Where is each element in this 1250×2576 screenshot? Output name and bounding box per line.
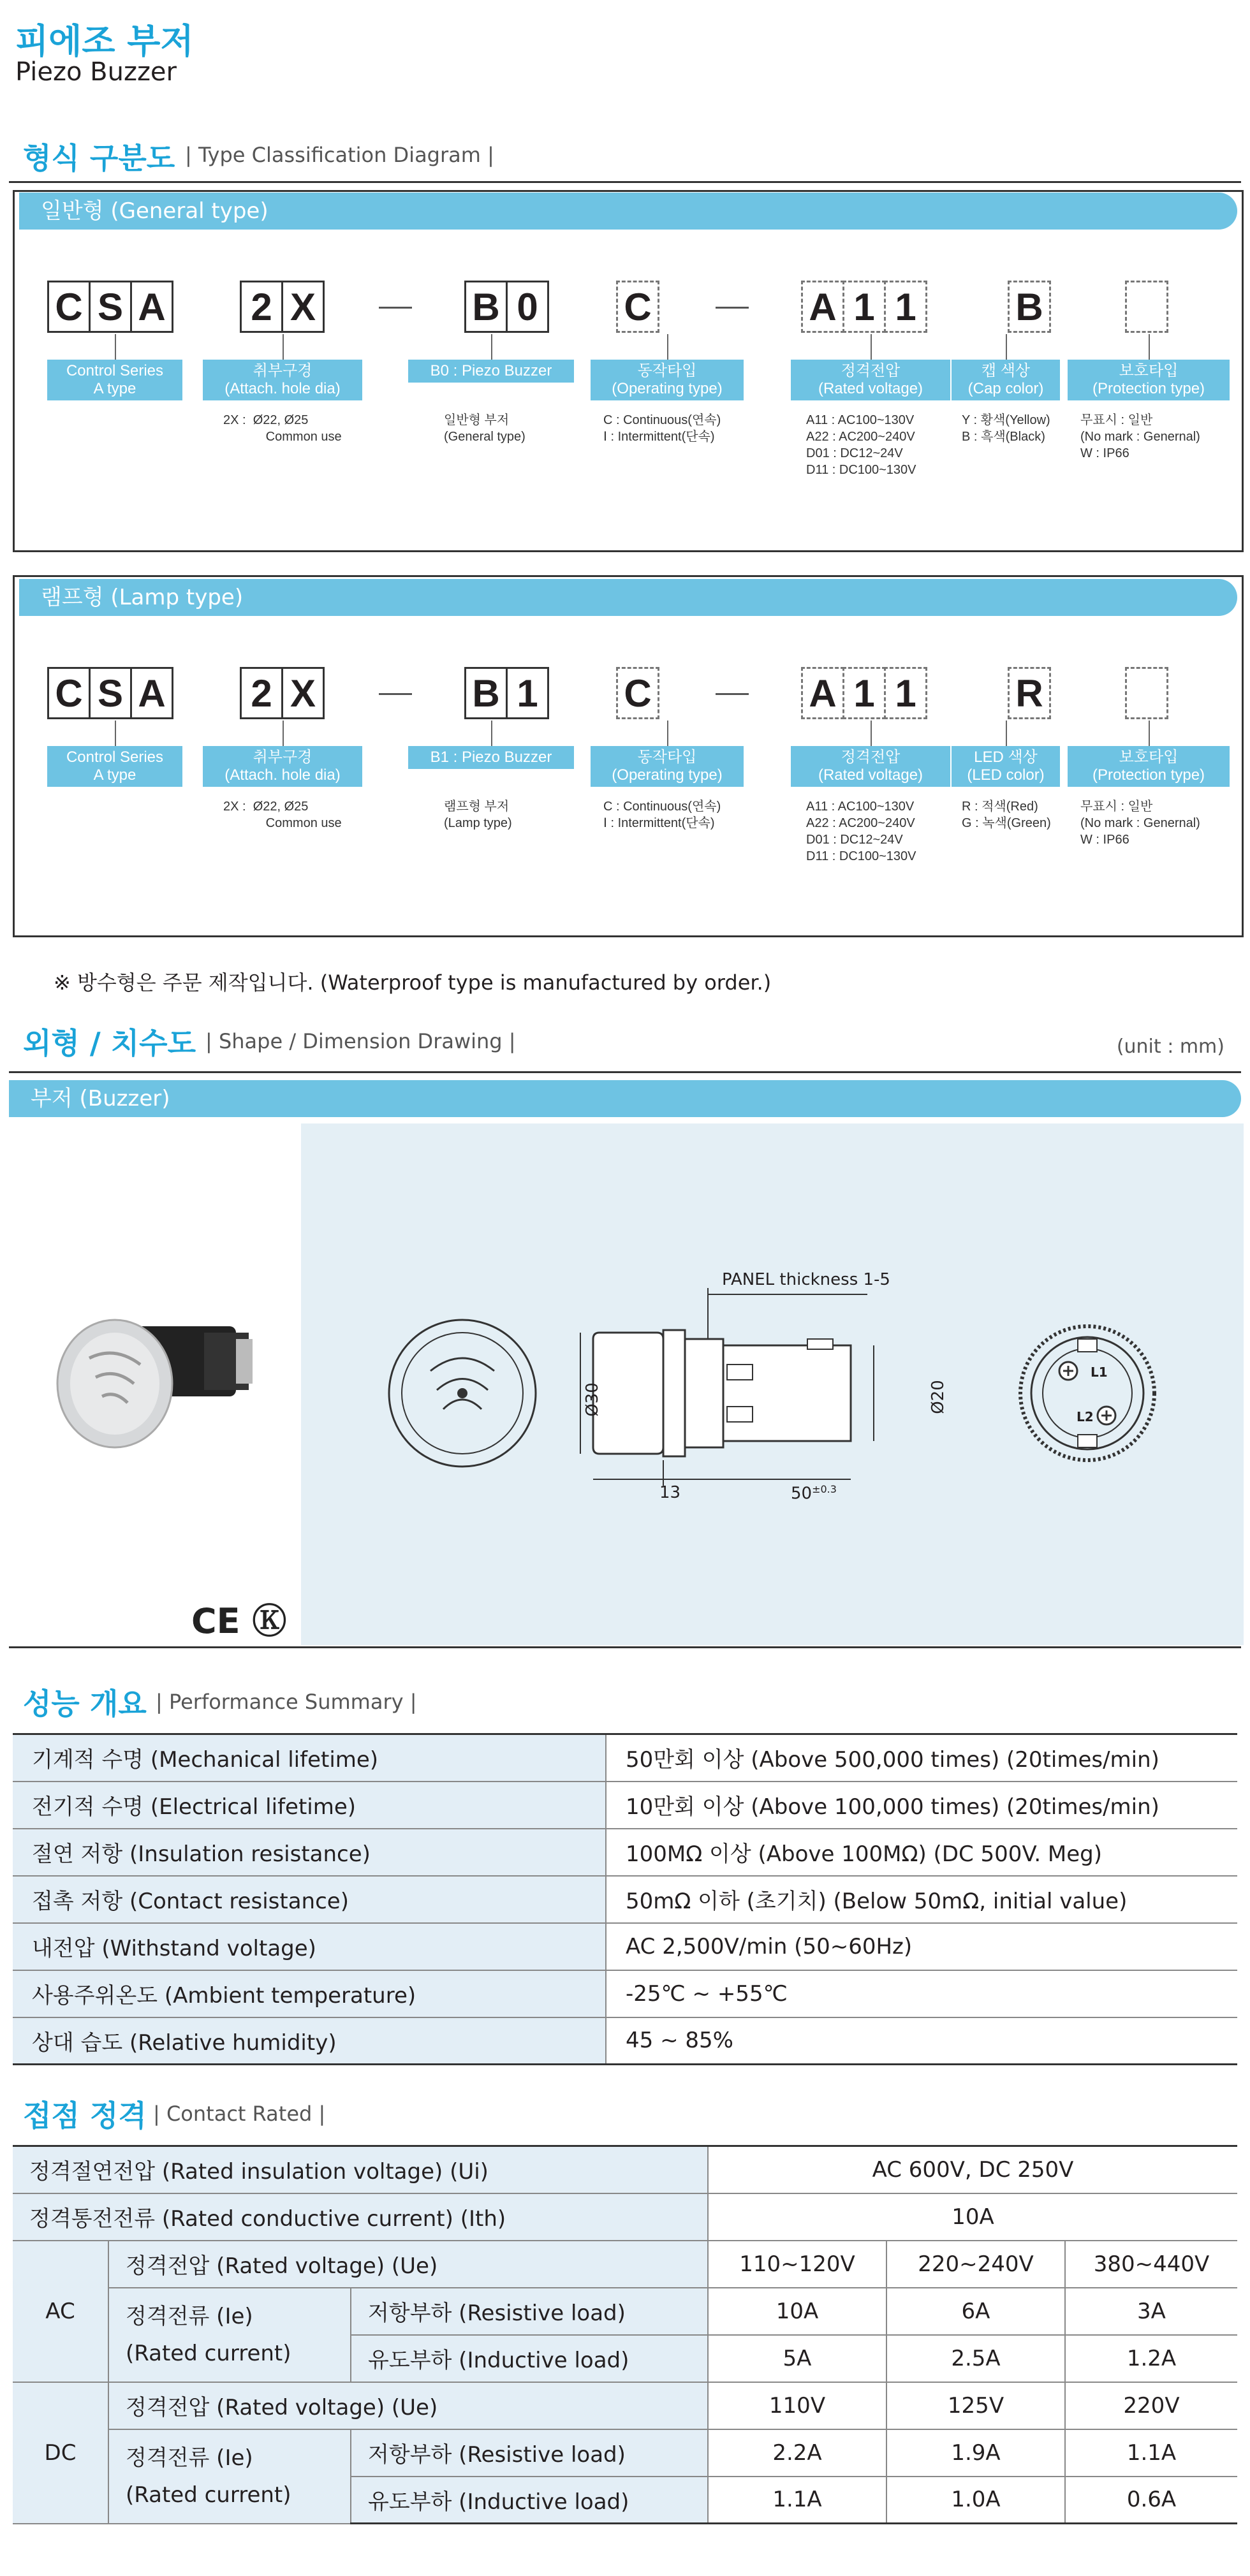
perf-label: 내전압 (Withstand voltage) (13, 1923, 606, 1970)
code-description: 무표시 : 일반 (No mark : Genernal) W : IP66 (1080, 800, 1200, 847)
ith-label: 정격통전전류 (Rated conductive current) (Ith) (13, 2193, 708, 2241)
code-cell-group (1008, 281, 1049, 333)
divider (9, 181, 1241, 183)
ac-ind-1: 5A (708, 2335, 886, 2382)
dc-ind-1: 1.1A (708, 2477, 886, 2524)
table-row (13, 2146, 1237, 2193)
dc-res-2: 1.9A (886, 2429, 1065, 2477)
dc-res-label: 저항부하 (Resistive load) (351, 2429, 708, 2477)
code-cell: R (1008, 667, 1051, 719)
code-label: 보호타입 (Protection type) (1068, 746, 1230, 787)
code-label: 동작타입 (Operating type) (591, 746, 744, 787)
table-row (13, 1734, 1237, 1782)
dc-ind-3: 0.6A (1065, 2477, 1237, 2524)
ui-label: 정격절연전압 (Rated insulation voltage) (Ui) (13, 2146, 708, 2193)
dc-ue-label: 정격전압 (Rated voltage) (Ue) (108, 2382, 708, 2429)
dim-d20: Ø20 (928, 1380, 948, 1414)
side-view-drawing (561, 1269, 957, 1511)
perf-value: AC 2,500V/min (50~60Hz) (606, 1923, 1237, 1970)
ie-label-1: 정격전류 (Ie) (126, 2303, 253, 2329)
ac-ind-3: 1.2A (1065, 2335, 1237, 2382)
performance-table (13, 1733, 1237, 2065)
ac-res-1: 10A (708, 2288, 886, 2335)
code-cell: X (281, 281, 325, 333)
table-row (13, 1829, 1237, 1876)
divider (9, 1071, 1241, 1073)
code-description: 2X : Ø22, Ø25 Common use (223, 413, 342, 444)
code-cell: 1 (884, 281, 927, 333)
table-row (13, 1923, 1237, 1970)
ui-value: AC 600V, DC 250V (708, 2146, 1237, 2193)
perf-value: 50만회 이상 (Above 500,000 times) (20times/min) (606, 1734, 1237, 1782)
rear-view-drawing (1014, 1320, 1161, 1467)
perf-value: 100MΩ 이상 (Above 100MΩ) (DC 500V. Meg) (606, 1829, 1237, 1876)
dim-50 (791, 1483, 837, 1504)
contact-table (13, 2145, 1237, 2524)
code-cell-group (616, 667, 658, 719)
code-description: 램프형 부저 (Lamp type) (444, 800, 512, 830)
dc-label: DC (13, 2382, 108, 2524)
dim-50-tolerance: ±0.3 (812, 1483, 837, 1495)
code-cell-group (240, 281, 323, 333)
connector-line (491, 721, 492, 746)
code-cell: A (801, 667, 844, 719)
code-cell: 1 (842, 667, 886, 719)
certification-marks: CE Ⓚ (191, 1601, 287, 1641)
table-row (13, 2017, 1237, 2065)
table-row (13, 2382, 1237, 2429)
contact-title: 접점 정격 (23, 2098, 147, 2133)
code-cell: S (89, 667, 132, 719)
code-label: 보호타입 (Protection type) (1068, 360, 1230, 400)
code-cell: S (89, 281, 132, 333)
code-cell: C (616, 667, 659, 719)
code-cell-group (801, 281, 925, 333)
perf-label: 접촉 저항 (Contact resistance) (13, 1876, 606, 1923)
terminal-l2: L2 (1077, 1409, 1094, 1424)
ac-ue-2: 220~240V (886, 2241, 1065, 2288)
separator-dash (716, 693, 749, 695)
code-cell: C (47, 667, 91, 719)
code-description: C : Continuous(연속) Ⅰ : Intermittent(단속) (603, 413, 721, 444)
shape-section-title: 외형 / 치수도 (23, 1026, 196, 1060)
code-label: 캡 색상 (Cap color) (952, 360, 1060, 400)
perf-label: 전기적 수명 (Electrical lifetime) (13, 1782, 606, 1829)
connector-line (667, 721, 668, 746)
connector-line (491, 334, 492, 360)
page-title: 피에조 부저 (15, 21, 194, 61)
perf-label: 상대 습도 (Relative humidity) (13, 2017, 606, 2065)
divider (9, 1646, 1241, 1648)
table-row (13, 2193, 1237, 2241)
code-cell-group (464, 281, 547, 333)
connector-line (1149, 334, 1150, 360)
code-label: 정격전압 (Rated voltage) (791, 360, 950, 400)
code-cell: 2 (240, 667, 283, 719)
ac-res-label: 저항부하 (Resistive load) (351, 2288, 708, 2335)
dc-ue-2: 125V (886, 2382, 1065, 2429)
ac-ie-label (108, 2288, 351, 2382)
code-description: C : Continuous(연속) Ⅰ : Intermittent(단속) (603, 800, 721, 830)
code-cell: 1 (884, 667, 927, 719)
separator-dash (716, 307, 749, 309)
connector-line (1149, 721, 1150, 746)
table-row (13, 2288, 1237, 2335)
ac-res-3: 3A (1065, 2288, 1237, 2335)
dc-res-1: 2.2A (708, 2429, 886, 2477)
code-cell: B (464, 667, 508, 719)
type-section-title: 형식 구분도 (23, 141, 175, 175)
code-description: 일반형 부저 (General type) (444, 413, 526, 444)
dc-ind-2: 1.0A (886, 2477, 1065, 2524)
ac-label: AC (13, 2241, 108, 2382)
code-cell-group (47, 281, 172, 333)
buzzer-bar: 부저 (Buzzer) (9, 1080, 1241, 1117)
ac-ue-label: 정격전압 (Rated voltage) (Ue) (108, 2241, 708, 2288)
ac-res-2: 6A (886, 2288, 1065, 2335)
code-cell-group (1125, 281, 1166, 333)
code-label: 취부구경 (Attach. hole dia) (203, 360, 362, 400)
perf-label: 기계적 수명 (Mechanical lifetime) (13, 1734, 606, 1782)
code-cell: B (464, 281, 508, 333)
connector-line (871, 721, 872, 746)
code-cell: X (281, 667, 325, 719)
perf-label: 절연 저항 (Insulation resistance) (13, 1829, 606, 1876)
contact-subtitle: | Contact Rated | (153, 2102, 326, 2126)
ac-ue-1: 110~120V (708, 2241, 886, 2288)
dim-d30: Ø30 (582, 1382, 602, 1417)
connector-line (667, 334, 668, 360)
dc-ie-label (108, 2429, 351, 2524)
code-description: R : 적색(Red) G : 녹색(Green) (962, 800, 1051, 830)
code-label: 정격전압 (Rated voltage) (791, 746, 950, 787)
buzzer-photo (45, 1301, 274, 1454)
waterproof-note: ※ 방수형은 주문 제작입니다. (Waterproof type is manufactured by order.) (54, 970, 772, 995)
code-description: A11 : AC100~130V A22 : AC200~240V D01 : DC12~24V D11 : DC100~130V (806, 413, 916, 477)
ie-label-2: (Rated current) (126, 2482, 291, 2508)
code-cell (1125, 281, 1168, 333)
perf-value: -25℃ ~ +55℃ (606, 1970, 1237, 2017)
separator-dash (379, 693, 412, 695)
perf-value: 50mΩ 이하 (초기치) (Below 50mΩ, initial value) (606, 1876, 1237, 1923)
code-label: LED 색상 (LED color) (952, 746, 1060, 787)
connector-line (283, 334, 284, 360)
ie-label-2: (Rated current) (126, 2340, 291, 2366)
code-cell: 0 (506, 281, 549, 333)
front-view-drawing (383, 1314, 542, 1473)
performance-title: 성능 개요 (23, 1687, 147, 1721)
code-description: 2X : Ø22, Ø25 Common use (223, 800, 342, 830)
code-cell: A (130, 281, 173, 333)
code-cell: C (616, 281, 659, 333)
terminal-l1: L1 (1091, 1365, 1108, 1380)
ac-ind-2: 2.5A (886, 2335, 1065, 2382)
perf-label: 사용주위온도 (Ambient temperature) (13, 1970, 606, 2017)
connector-line (1006, 334, 1007, 360)
dim-13: 13 (659, 1483, 681, 1502)
connector-line (871, 334, 872, 360)
code-label: B0 : Piezo Buzzer (408, 360, 574, 383)
code-cell-group (1008, 667, 1049, 719)
lamp-type-bar: 램프형 (Lamp type) (19, 579, 1237, 616)
table-row (13, 1876, 1237, 1923)
connector-line (283, 721, 284, 746)
code-cell-group (801, 667, 925, 719)
connector-line (1006, 721, 1007, 746)
table-row (13, 2429, 1237, 2477)
code-cell (1125, 667, 1168, 719)
ith-value: 10A (708, 2193, 1237, 2241)
code-cell: 1 (842, 281, 886, 333)
performance-subtitle: | Performance Summary | (156, 1690, 417, 1714)
dc-ue-1: 110V (708, 2382, 886, 2429)
code-label: 취부구경 (Attach. hole dia) (203, 746, 362, 787)
code-cell-group (47, 667, 172, 719)
perf-value: 10만회 이상 (Above 100,000 times) (20times/min) (606, 1782, 1237, 1829)
unit-label: (unit : mm) (1116, 1036, 1224, 1058)
perf-value: 45 ~ 85% (606, 2017, 1237, 2065)
code-label: Control Series A type (47, 360, 182, 400)
code-cell-group (616, 281, 658, 333)
connector-line (115, 334, 116, 360)
code-label: 동작타입 (Operating type) (591, 360, 744, 400)
code-description: 무표시 : 일반 (No mark : Genernal) W : IP66 (1080, 413, 1200, 460)
code-cell-group (240, 667, 323, 719)
code-cell: 1 (506, 667, 549, 719)
general-type-bar: 일반형 (General type) (19, 193, 1237, 230)
code-label: Control Series A type (47, 746, 182, 787)
dc-ind-label: 유도부하 (Inductive load) (351, 2477, 708, 2524)
type-section-subtitle: | Type Classification Diagram | (185, 143, 494, 167)
ac-ue-3: 380~440V (1065, 2241, 1237, 2288)
connector-line (115, 721, 116, 746)
page-subtitle: Piezo Buzzer (15, 57, 177, 87)
code-cell: A (801, 281, 844, 333)
ie-label-1: 정격전류 (Ie) (126, 2445, 253, 2471)
dc-res-3: 1.1A (1065, 2429, 1237, 2477)
code-cell: C (47, 281, 91, 333)
code-description: Y : 황색(Yellow) B : 흑색(Black) (962, 413, 1050, 444)
shape-section-subtitle: | Shape / Dimension Drawing | (205, 1029, 516, 1053)
code-cell-group (1125, 667, 1166, 719)
panel-thickness-label: PANEL thickness 1-5 (722, 1270, 890, 1289)
code-cell: A (130, 667, 173, 719)
code-description: A11 : AC100~130V A22 : AC200~240V D01 : DC12~24V D11 : DC100~130V (806, 800, 916, 863)
table-row (13, 2241, 1237, 2288)
code-cell: B (1008, 281, 1051, 333)
table-row (13, 1970, 1237, 2017)
code-label: B1 : Piezo Buzzer (408, 746, 574, 769)
code-cell-group (464, 667, 547, 719)
table-row (13, 1782, 1237, 1829)
separator-dash (379, 307, 412, 309)
dim-50-value: 50 (791, 1484, 812, 1504)
ac-ind-label: 유도부하 (Inductive load) (351, 2335, 708, 2382)
code-cell: 2 (240, 281, 283, 333)
dc-ue-3: 220V (1065, 2382, 1237, 2429)
